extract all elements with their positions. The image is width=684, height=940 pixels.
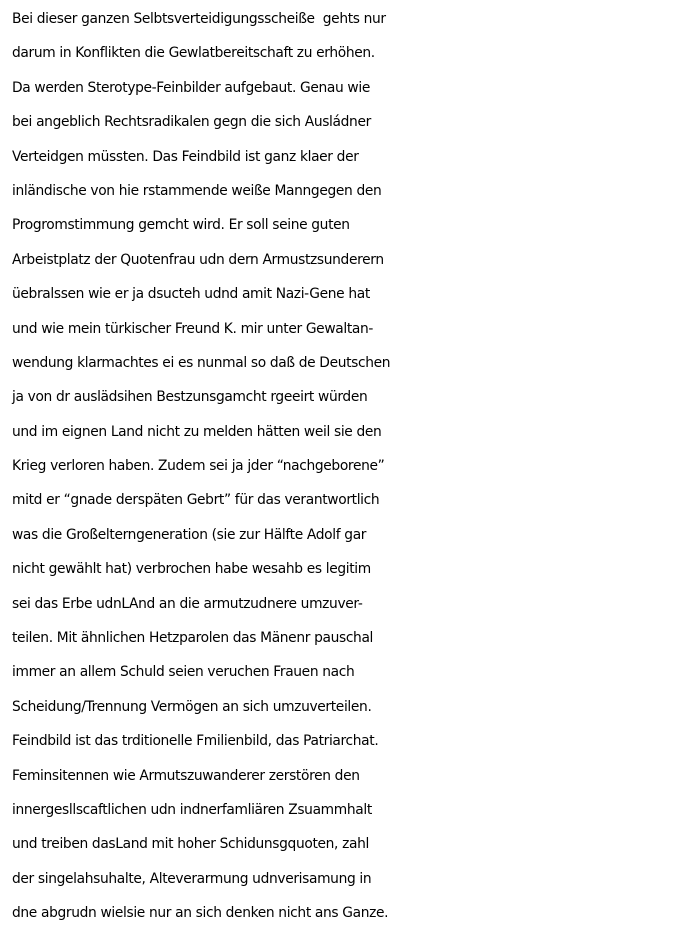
text-line: Progromstimmung gemcht wird. Er soll seine guten — [12, 217, 350, 234]
text-line: immer an allem Schuld seien veruchen Frauen nach — [12, 664, 355, 681]
text-line: und wie mein türkischer Freund K. mir unter Gewaltan- — [12, 320, 374, 337]
text-line: Da werden Sterotype-Feinbilder aufgebaut. Genau wie — [12, 79, 370, 96]
text-line: innergesllscaftlichen udn indnerfamliären Zsuammhalt — [12, 801, 372, 818]
text-line: inländische von hie rstammende weiße Manngegen den — [12, 182, 382, 199]
text-line: Verteidgen müssten. Das Feindbild ist ganz klaer der — [12, 148, 359, 165]
text-line: und im eignen Land nicht zu melden hätten weil sie den — [12, 423, 382, 440]
text-line: Krieg verloren haben. Zudem sei ja jder “nachgeborene” — [12, 458, 385, 475]
text-line: darum in Konflikten die Gewlatbereitschaft zu erhöhen. — [12, 45, 375, 62]
text-line: Feindbild ist das trditionelle Fmilienbild, das Patriarchat. — [12, 733, 379, 750]
text-line: ja von dr auslädsihen Bestzunsgamcht rgeeirt würden — [12, 389, 368, 406]
text-line: was die Großelterngeneration (sie zur Hälfte Adolf gar — [12, 526, 367, 543]
text-line: dne abgrudn wielsie nur an sich denken nicht ans Ganze. — [12, 905, 389, 922]
text-line: sei das Erbe udnLAnd an die armutzudnere umzuver- — [12, 595, 363, 612]
text-block — [12, 2, 680, 931]
text-line: und treiben dasLand mit hoher Schidunsgquoten, zahl — [12, 836, 369, 853]
text-line: bei angeblich Rechtsradikalen gegn die sich Ausládner — [12, 114, 371, 131]
text-line: teilen. Mit ähnlichen Hetzparolen das Mänenr pauschal — [12, 630, 374, 647]
text-line: nicht gewählt hat) verbrochen habe wesahb es legitim — [12, 561, 371, 578]
text-line: üebralssen wie er ja dsucteh udnd amit Nazi-Gene hat — [12, 286, 370, 303]
text-line: mitd er “gnade derspäten Gebrt” für das verantwortlich — [12, 492, 380, 509]
text-line: Arbeistplatz der Quotenfrau udn dern Armustzsunderern — [12, 251, 384, 268]
text-line: Bei dieser ganzen Selbtsverteidigungsscheiße gehts nur — [12, 11, 386, 27]
text-line: Feminsitennen wie Armutszuwanderer zerstören den — [12, 767, 360, 784]
text-line: wendung klarmachtes ei es nunmal so daß de Deutschen — [12, 354, 391, 371]
text-line: der singelahsuhalte, Alteverarmung udnverisamung in — [12, 870, 372, 887]
text-line: Scheidung/Trennung Vermögen an sich umzuverteilen. — [12, 698, 372, 715]
